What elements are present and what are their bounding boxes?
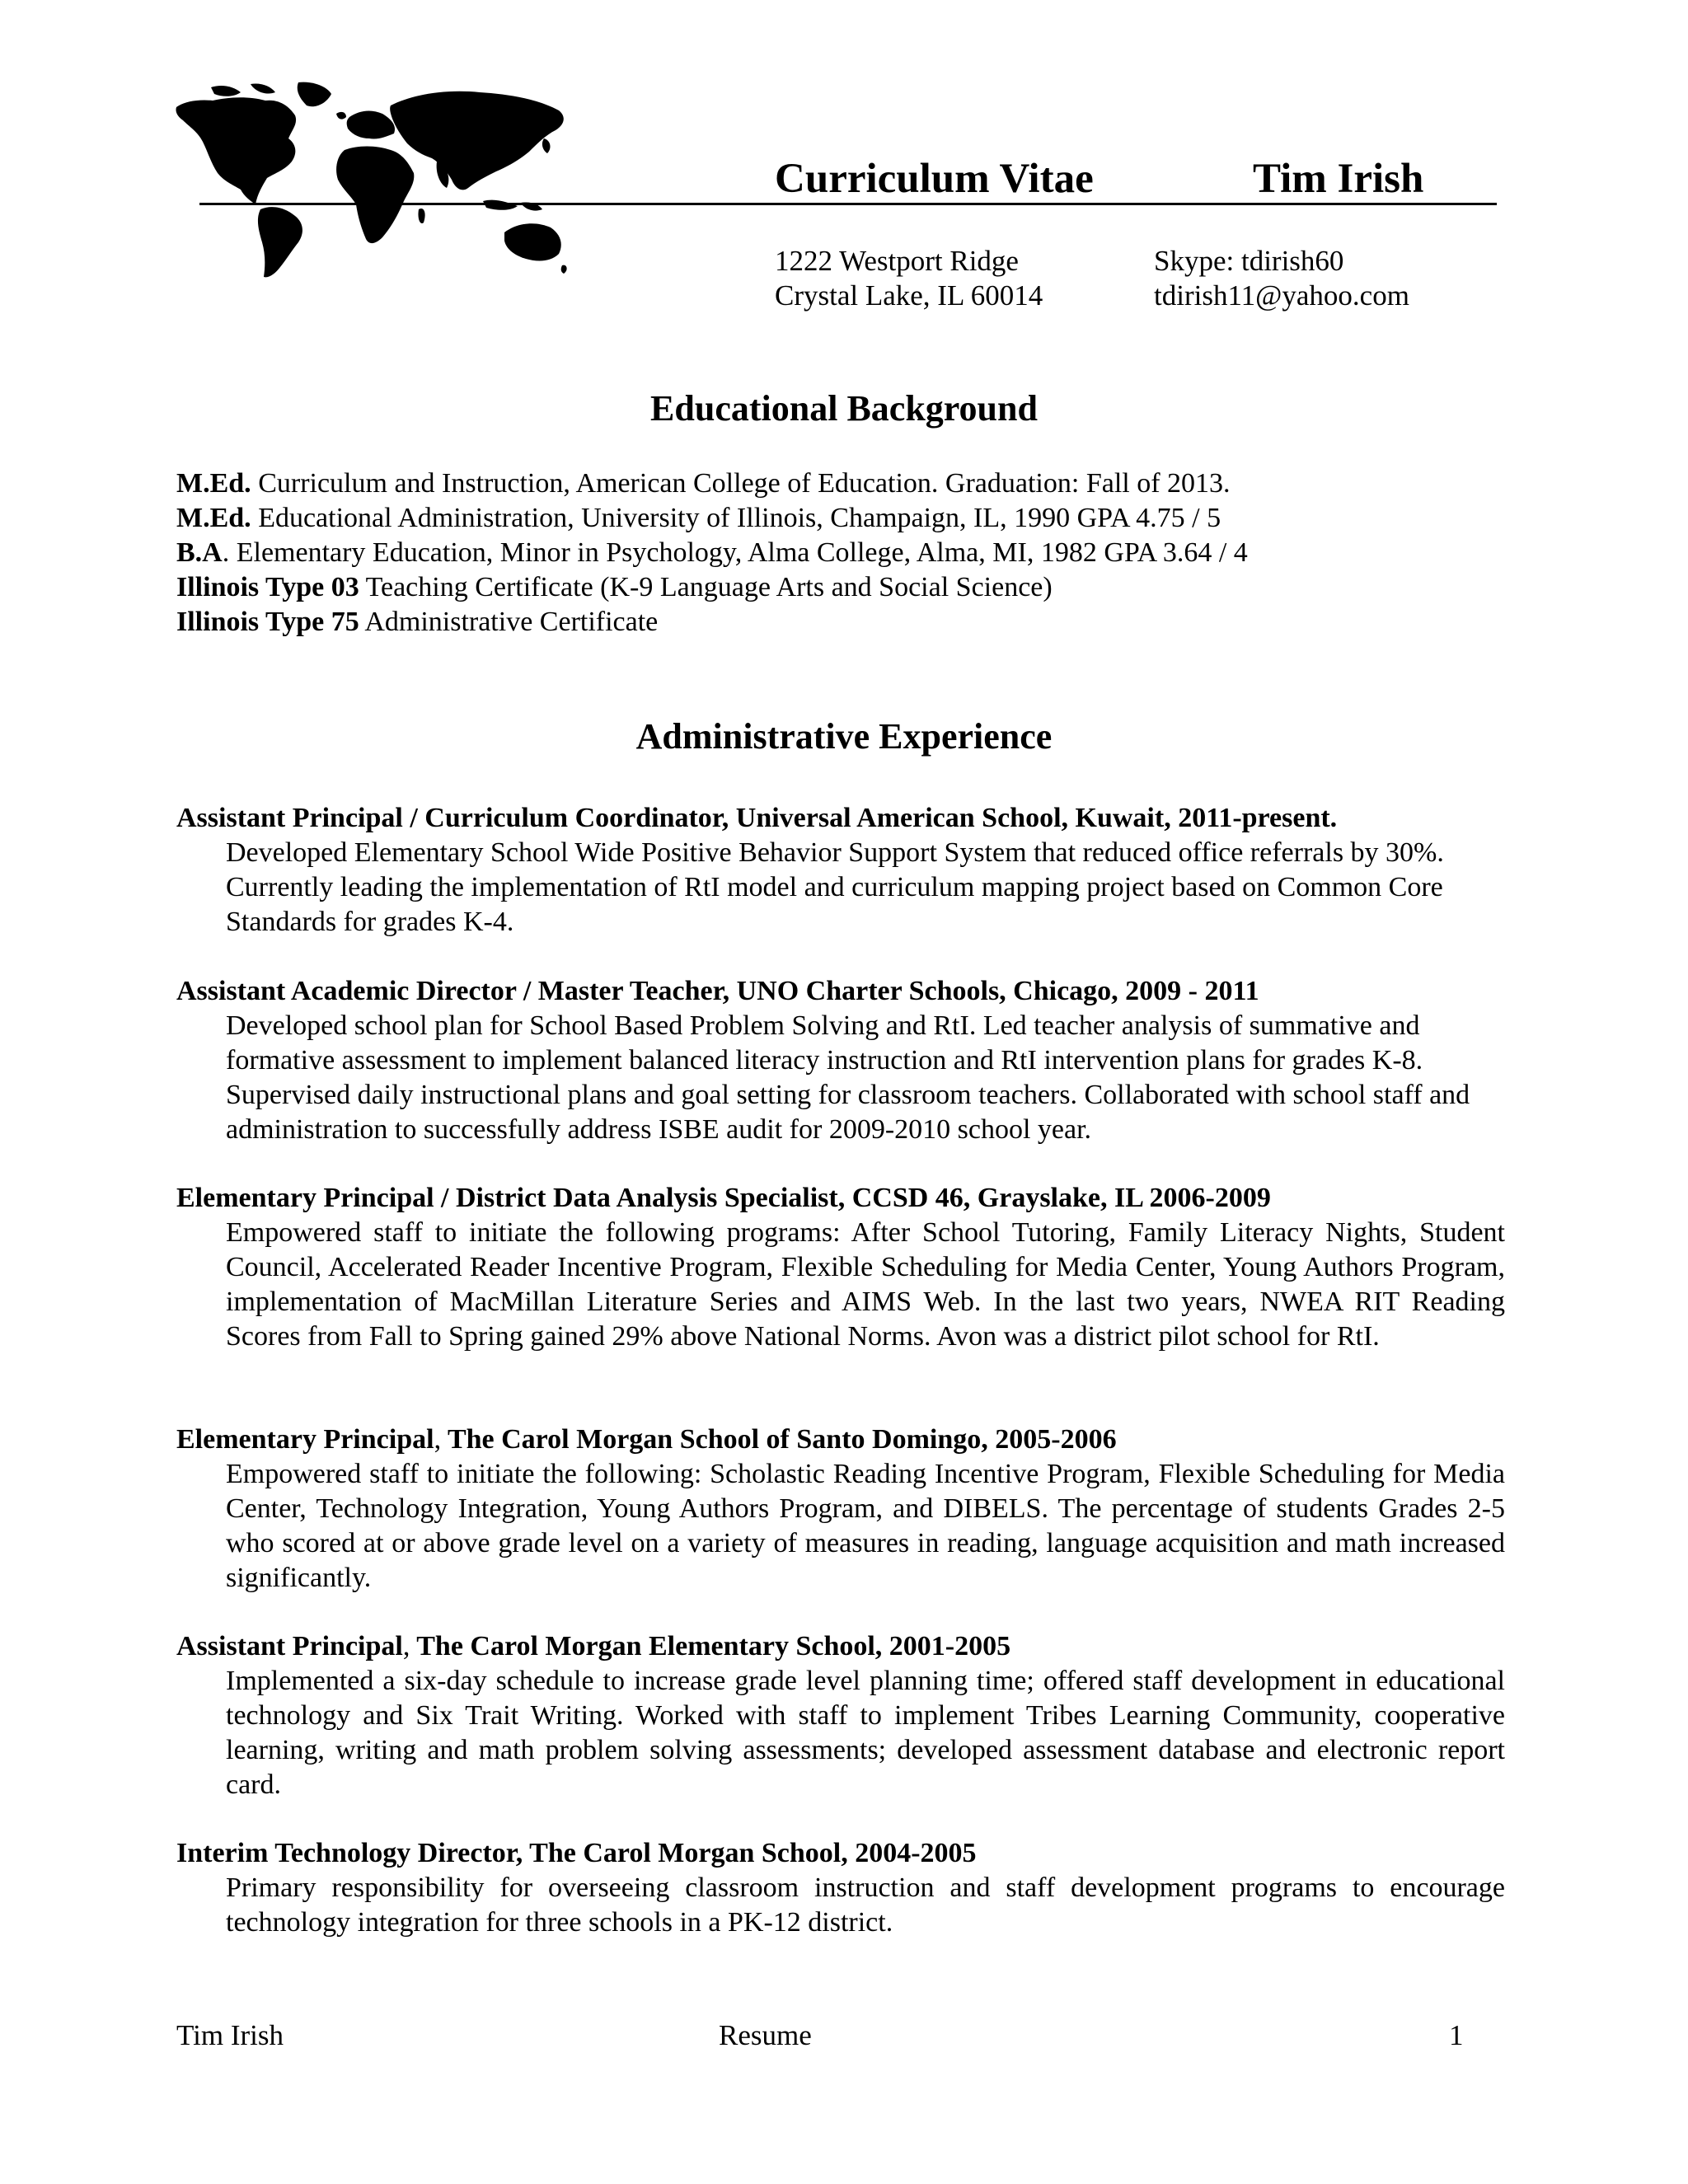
footer-label: Resume [719,2019,812,2051]
experience-entry [176,974,1505,1147]
address-block [775,244,1043,313]
job-title: Assistant Academic Director / Master Teacher, UNO Charter Schools, Chicago, 2009 - 2011 [176,976,1259,1006]
education-item: B.A. Elementary Education, Minor in Psychology, Alma College, Alma, MI, 1982 GPA 3.64 / 4 [176,537,1248,568]
experience-entry [176,1836,1505,1940]
contact-block [1154,244,1409,313]
job-description: Primary responsibility for overseeing classroom instruction and staff development programs to encourage technology integration for three schools in a PK-12 district. [226,1872,1505,1938]
experience-entry [176,1181,1505,1354]
education-item: M.Ed. Curriculum and Instruction, American College of Education. Graduation: Fall of 2013. [176,468,1231,499]
job-description: Developed school plan for School Based Problem Solving and RtI. Led teacher analysis of summative and formative assessment to implement balanced literacy instruction and RtI intervention plans for grades K-8. Supervised daily instructional plans and goal setting for classroom teachers. Collaborated with school staff and administration to successfully address ISBE audit for 2009-2010 school year. [226,1010,1470,1145]
education-item: Illinois Type 03 Teaching Certificate (K-9 Language Arts and Social Science) [176,572,1053,602]
job-description: Implemented a six-day schedule to increase grade level planning time; offered staff development in educational technology and Six Trait Writing. Worked with staff to implement Tribes Learning Community, cooperative learning, writing and math problem solving assessments; developed assessment database and electronic report card. [226,1666,1505,1800]
job-description: Empowered staff to initiate the following programs: After School Tutoring, Family Literacy Nights, Student Council, Accelerated Reader Incentive Program, Flexible Scheduling for Media Center, Young Authors Program, implementation of MacMillan Literature Series and AIMS Web. In the last two years, NWEA RIT Reading Scores from Fall to Spring gained 29% above National Norms. Avon was a district pilot school for RtI. [226,1217,1505,1352]
job-description: Developed Elementary School Wide Positive Behavior Support System that reduced office referrals by 30%. Currently leading the implementation of RtI model and curriculum mapping project based on Common Core Standards for grades K-4. [226,837,1444,937]
author-name: Tim Irish [1253,156,1424,202]
education-list [176,466,1248,640]
job-title: Interim Technology Director, The Carol Morgan School, 2004-2005 [176,1838,977,1868]
job-title: Elementary Principal, The Carol Morgan School of Santo Domingo, 2005-2006 [176,1424,1117,1455]
email-link[interactable]: tdirish11@yahoo.com [1154,279,1409,312]
experience-entry [176,801,1505,940]
footer-author: Tim Irish [176,2019,284,2051]
job-title: Elementary Principal / District Data Analysis Specialist, CCSD 46, Grayslake, IL 2006-2009 [176,1183,1271,1213]
experience-heading: Administrative Experience [635,716,1053,757]
experience-entry [176,1422,1505,1596]
education-item: M.Ed. Educational Administration, University of Illinois, Champaign, IL, 1990 GPA 4.75 / 5 [176,503,1221,533]
experience-entry [176,1629,1505,1802]
skype-handle: Skype: tdirish60 [1154,245,1344,277]
address-line-1: 1222 Westport Ridge [775,245,1019,277]
document-title: Curriculum Vitae [775,156,1094,202]
address-line-2: Crystal Lake, IL 60014 [775,279,1043,312]
job-title: Assistant Principal, The Carol Morgan Elementary School, 2001-2005 [176,1631,1011,1661]
page-number: 1 [1449,2019,1464,2051]
world-map-icon [175,81,570,279]
education-item: Illinois Type 75 Administrative Certificate [176,607,659,637]
education-heading: Educational Background [650,388,1038,429]
job-title: Assistant Principal / Curriculum Coordinator, Universal American School, Kuwait, 2011-present. [176,803,1338,833]
job-description: Empowered staff to initiate the following: Scholastic Reading Incentive Program, Flexible Scheduling for Media Center, Technology Integration, Young Authors Program, and DIBELS. The percentage of students Grades 2-5 who scored at or above grade level on a variety of measures in reading, language acquisition and math increased significantly. [226,1459,1505,1593]
header-rule [199,203,1497,205]
